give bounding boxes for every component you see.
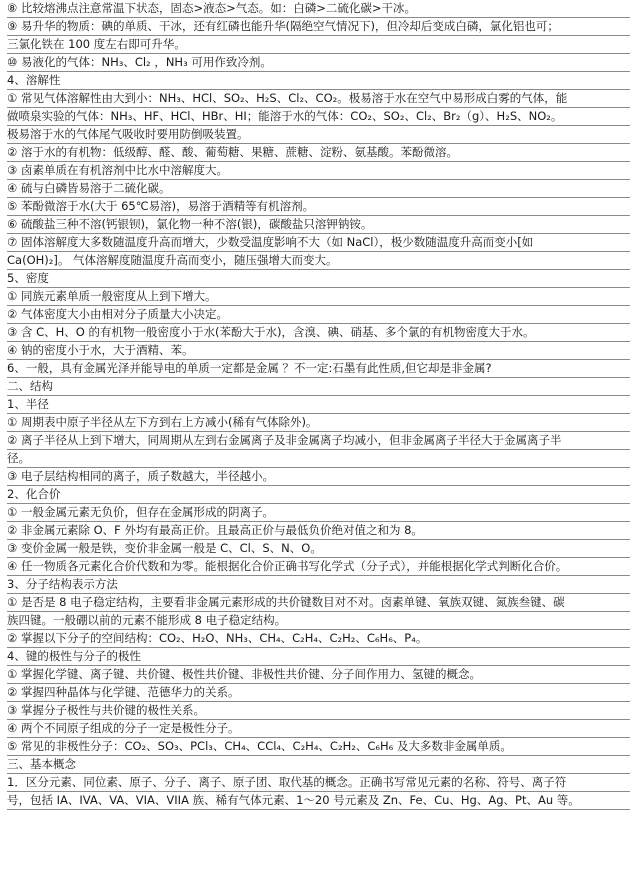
- text-line: 径。: [7, 450, 630, 468]
- text-line: 三氯化铁在 100 度左右即可升华。: [7, 36, 630, 54]
- text-line: ② 溶于水的有机物：低级醇、醛、酸、葡萄糖、果糖、蔗糖、淀粉、氨基酸。苯酚微溶。: [7, 144, 630, 162]
- section-heading: 4、溶解性: [7, 72, 630, 90]
- text-line: ⑦ 固体溶解度大多数随温度升高而增大，少数受温度影响不大（如 NaCl），极少数随温度升高而变小[如: [7, 234, 630, 252]
- text-line: ⑤ 常见的非极性分子：CO₂、SO₃、PCl₃、CH₄、CCl₄、C₂H₄、C₂H₂、C₆H₆ 及大多数非金属单质。: [7, 738, 630, 756]
- text-line: ⑥ 硫酸盐三种不溶(钙银钡)，氯化物一种不溶(银)，碳酸盐只溶钾钠铵。: [7, 216, 630, 234]
- section-heading: 1、半径: [7, 396, 630, 414]
- section-heading: 5、密度: [7, 270, 630, 288]
- text-line: ③ 电子层结构相同的离子，质子数越大，半径越小。: [7, 468, 630, 486]
- text-line: 6、一般，具有金属光泽并能导电的单质一定都是金属 ？不一定:石墨有此性质,但它却是非金属?: [7, 360, 630, 378]
- text-line: ① 常见气体溶解性由大到小：NH₃、HCl、SO₂、H₂S、Cl₂、CO₂。极易溶于水在空气中易形成白雾的气体，能: [7, 90, 630, 108]
- text-line: 1．区分元素、同位素、原子、分子、离子、原子团、取代基的概念。正确书写常见元素的名称、符号、离子符: [7, 774, 630, 792]
- text-line: ③ 含 C、H、O 的有机物一般密度小于水(苯酚大于水)，含溴、碘、硝基、多个氯的有机物密度大于水。: [7, 324, 630, 342]
- text-line: ① 周期表中原子半径从左下方到右上方减小(稀有气体除外)。: [7, 414, 630, 432]
- chapter-heading: 三、基本概念: [7, 756, 630, 774]
- section-heading: 2、化合价: [7, 486, 630, 504]
- text-line: ① 同族元素单质一般密度从上到下增大。: [7, 288, 630, 306]
- text-line: ⑨ 易升华的物质：碘的单质、干冰，还有红磷也能升华(隔绝空气情况下)，但冷却后变成白磷，氯化铝也可；: [7, 18, 630, 36]
- text-line: ③ 卤素单质在有机溶剂中比水中溶解度大。: [7, 162, 630, 180]
- text-line: ① 是否是 8 电子稳定结构，主要看非金属元素形成的共价键数目对不对。卤素单键、氧族双键、氮族叁键、碳: [7, 594, 630, 612]
- text-line: ④ 两个不同原子组成的分子一定是极性分子。: [7, 720, 630, 738]
- text-line: 族四键。一般硼以前的元素不能形成 8 电子稳定结构。: [7, 612, 630, 630]
- text-line: ① 一般金属元素无负价，但存在金属形成的阴离子。: [7, 504, 630, 522]
- text-line: ④ 任一物质各元素化合价代数和为零。能根据化合价正确书写化学式（分子式），并能根据化学式判断化合价。: [7, 558, 630, 576]
- section-heading: 3、分子结构表示方法: [7, 576, 630, 594]
- text-line: ④ 钠的密度小于水，大于酒精、苯。: [7, 342, 630, 360]
- text-line: ③ 掌握分子极性与共价键的极性关系。: [7, 702, 630, 720]
- text-line: ② 离子半径从上到下增大，同周期从左到右金属离子及非金属离子均减小，但非金属离子半径大于金属离子半: [7, 432, 630, 450]
- text-line: 做喷泉实验的气体：NH₃、HF、HCl、HBr、HI；能溶于水的气体：CO₂、SO₂、Cl₂、Br₂（g）、H₂S、NO₂。: [7, 108, 630, 126]
- text-line: ④ 硫与白磷皆易溶于二硫化碳。: [7, 180, 630, 198]
- text-line: ⑤ 苯酚微溶于水(大于 65℃易溶)，易溶于酒精等有机溶剂。: [7, 198, 630, 216]
- text-line: ② 掌握四种晶体与化学键、范德华力的关系。: [7, 684, 630, 702]
- text-line: ② 气体密度大小由相对分子质量大小决定。: [7, 306, 630, 324]
- chapter-heading: 二、结构: [7, 378, 630, 396]
- text-line: 号，包括 IA、IVA、VA、VIA、VIIA 族、稀有气体元素、1～20 号元素及 Zn、Fe、Cu、Hg、Ag、Pt、Au 等。: [7, 792, 630, 810]
- text-line: ② 非金属元素除 O、F 外均有最高正价。且最高正价与最低负价绝对值之和为 8。: [7, 522, 630, 540]
- text-line: ⑩ 易液化的气体：NH₃、Cl₂ ，NH₃ 可用作致冷剂。: [7, 54, 630, 72]
- text-line: ⑧ 比较熔沸点注意常温下状态，固态>液态>气态。如：白磷>二硫化碳>干冰。: [7, 0, 630, 18]
- text-line: ③ 变价金属一般是铁，变价非金属一般是 C、Cl、S、N、O。: [7, 540, 630, 558]
- text-line: 极易溶于水的气体尾气吸收时要用防倒吸装置。: [7, 126, 630, 144]
- text-line: ① 掌握化学键、离子键、共价键、极性共价键、非极性共价键、分子间作用力、氢键的概念。: [7, 666, 630, 684]
- text-line: ② 掌握以下分子的空间结构：CO₂、H₂O、NH₃、CH₄、C₂H₄、C₂H₂、C₆H₆、P₄。: [7, 630, 630, 648]
- section-heading: 4、键的极性与分子的极性: [7, 648, 630, 666]
- text-line: Ca(OH)₂]。 气体溶解度随温度升高而变小，随压强增大而变大。: [7, 252, 630, 270]
